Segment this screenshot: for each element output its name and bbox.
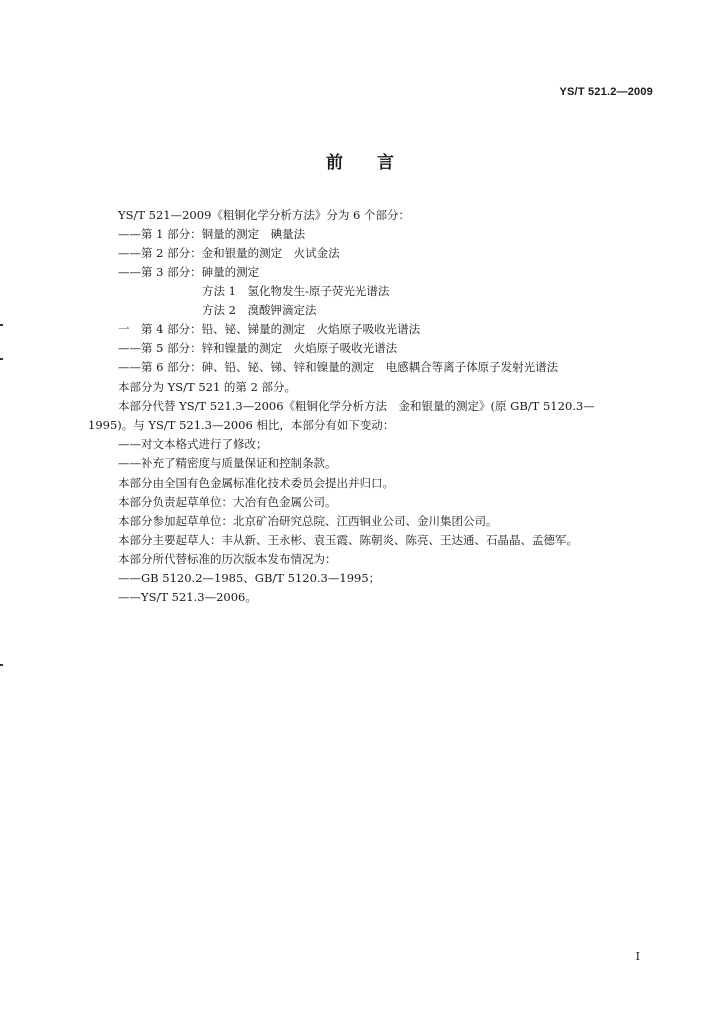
- paragraph-line: 本部分代替 YS/T 521.3—2006《粗铜化学分析方法 金和银量的测定》(原 GB/T 5120.3—: [118, 399, 595, 413]
- paragraph-line: 本部分由全国有色金属标准化技术委员会提出并归口。: [118, 476, 394, 490]
- list-subitem: 方法 1 氢化物发生-原子荧光光谱法: [202, 284, 390, 298]
- list-item: 一 第 4 部分：铅、铋、锑量的测定 火焰原子吸收光谱法: [118, 322, 421, 336]
- standard-code: YS/T 521.2—2009: [559, 86, 653, 98]
- paragraph-line: 1995)。与 YS/T 521.3—2006 相比，本部分有如下变动：: [88, 418, 395, 432]
- list-item: ——补充了精密度与质量保证和控制条款。: [118, 456, 337, 470]
- page-title: 前言: [326, 153, 428, 173]
- list-item: ——第 3 部分：砷量的测定: [118, 265, 260, 279]
- paragraph-line: 本部分所代替标准的历次版本发布情况为：: [118, 552, 337, 566]
- list-item: ——对文本格式进行了修改；: [118, 437, 268, 451]
- paragraph-line: 本部分主要起草人：丰从新、王永彬、袁玉霞、陈朝炎、陈亮、王达通、石晶晶、孟德军。: [118, 533, 578, 547]
- paragraph-line: 本部分负责起草单位：大冶有色金属公司。: [118, 495, 337, 509]
- list-item: ——第 1 部分：铜量的测定 碘量法: [118, 227, 306, 241]
- scan-edge-mark: [0, 358, 3, 360]
- scan-edge-mark: [0, 664, 3, 666]
- list-item: ——第 2 部分：金和银量的测定 火试金法: [118, 246, 340, 260]
- paragraph-line: YS/T 521—2009《粗铜化学分析方法》分为 6 个部分：: [118, 208, 411, 222]
- paragraph-line: 本部分参加起草单位：北京矿冶研究总院、江西铜业公司、金川集团公司。: [118, 514, 498, 528]
- scan-edge-mark: [0, 324, 3, 326]
- page-number: I: [635, 950, 640, 963]
- list-item: ——GB 5120.2—1985、GB/T 5120.3—1995；: [118, 571, 381, 585]
- list-item: ——YS/T 521.3—2006。: [118, 590, 257, 604]
- list-item: ——第 5 部分：锌和镍量的测定 火焰原子吸收光谱法: [118, 341, 398, 355]
- list-item: ——第 6 部分：砷、铅、铋、锑、锌和镍量的测定 电感耦合等离子体原子发射光谱法: [118, 360, 559, 374]
- paragraph-line: 本部分为 YS/T 521 的第 2 部分。: [118, 380, 297, 394]
- list-subitem: 方法 2 溴酸钾滴定法: [202, 303, 317, 317]
